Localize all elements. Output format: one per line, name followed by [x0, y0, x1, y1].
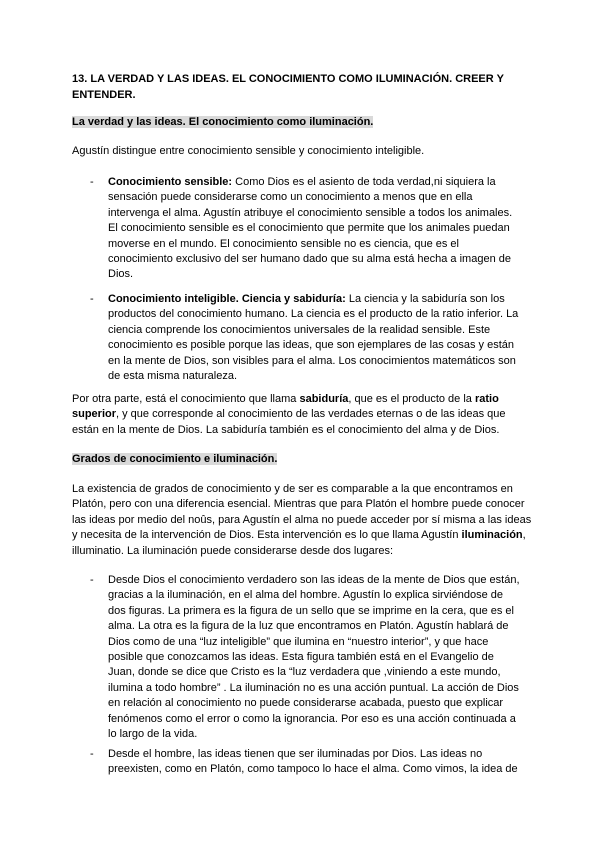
bullet-desde-el-hombre: Desde el hombre, las ideas tienen que ser iluminadas por Dios. Las ideas no preexisten, como en Platón, como tampoco lo hace el alma. Como vimos, la idea de — [108, 748, 518, 776]
para-bold-ratio: ratio superior — [72, 393, 499, 421]
section-heading-text: Grados de conocimiento e iluminación. — [72, 453, 278, 465]
bullet-conocimiento-sensible — [108, 175, 522, 283]
section1-intro: Agustín distingue entre conocimiento sensible y conocimiento inteligible. — [72, 145, 425, 157]
section-heading-grados — [72, 452, 532, 467]
section-heading-text: La verdad y las ideas. El conocimiento como iluminación. — [72, 116, 374, 128]
bullet-marker: - — [90, 748, 94, 760]
bullet-body: La ciencia y la sabiduría son los productos del conocimiento humano. La ciencia es el producto de la ratio inferior. La ciencia comprende los conocimientos universales de la realidad sensible. Este conocimiento es posible porque las ideas, que son ejemplares de las cosas y están en la mente de Dios, son visibles para el alma. Los conocimientos matemáticos son de esta misma naturaleza. — [108, 293, 519, 383]
bullet-marker: - — [90, 176, 94, 188]
para-text: , que es el producto de la — [348, 393, 475, 405]
section1-paragraph — [72, 392, 532, 438]
bullet-desde-dios: Desde Dios el conocimiento verdadero son las ideas de la mente de Dios que están, gracias a la iluminación, en el alma del hombre. Agustín lo explica sirviéndose de dos figuras. La primera es la figura de un sello que se imprime en la cera, que es el alma. La otra es la figura de la luz que encontramos en Platón. Agustín hablará de Dios como de una “luz inteligible” que ilumina en “nuestro interior”, y que hace posible que conozcamos las ideas. Esta figura también está en el Evangelio de Juan, donde se dice que Cristo es la “luz verdadera que ,viniendo a este mundo, ilumina a todo hombre” . La iluminación no es una acción puntual. La acción de Dios en relación al conocimiento no puede considerarse acabada, puesto que explicar fenómenos como el error o como la ignorancia. Por eso es una acción continuada a lo largo de la vida. — [108, 574, 520, 741]
para-text: , y que corresponde al conocimiento de las verdades eternas o de las ideas que están en la mente de Dios. La sabiduría también es el conocimiento del alma y de Dios. — [72, 408, 506, 436]
page-title: 13. LA VERDAD Y LAS IDEAS. EL CONOCIMIENTO COMO ILUMINACIÓN. CREER Y ENTENDER. — [72, 73, 504, 101]
bullet-conocimiento-inteligible — [108, 292, 522, 384]
bullet-body: Como Dios es el asiento de toda verdad,ni siquiera la sensación puede considerarse como un conocimiento a menos que en ella intervenga el alma. Agustín atribuye el conocimiento sensible a todos los animales. El conocimiento sensible es el conocimiento que permite que los animales puedan moverse en el mundo. El conocimiento sensible no es ciencia, que es el conocimiento exclusivo del ser humano dado que su alma está hecha a imagen de Dios. — [108, 176, 513, 281]
para-text: La existencia de grados de conocimiento y de ser es comparable a la que encontramos en Platón, pero con una diferencia esencial. Mientras que para Platón el hombre puede conocer las ideas por medio del noûs, para Agustín el alma no puede acceder por sí misma a las ideas y necesita de la intervención de Dios. Esta intervención es lo que llama Agustín — [72, 483, 532, 542]
bullet-lead: Conocimiento sensible: — [108, 176, 233, 188]
para-bold-sabiduria: sabiduría — [299, 393, 349, 405]
bullet-marker: - — [90, 574, 94, 586]
bullet-lead: Conocimiento inteligible. Ciencia y sabiduría: — [108, 293, 346, 305]
para-bold-iluminacion: iluminación — [461, 529, 523, 542]
section2-intro — [72, 482, 532, 559]
section-heading-verdad — [72, 115, 532, 130]
para-text: Por otra parte, está el conocimiento que llama — [72, 393, 300, 405]
para-text: , illuminatio. La iluminación puede considerarse desde dos lugares: — [72, 529, 526, 557]
bullet-marker: - — [90, 293, 94, 305]
